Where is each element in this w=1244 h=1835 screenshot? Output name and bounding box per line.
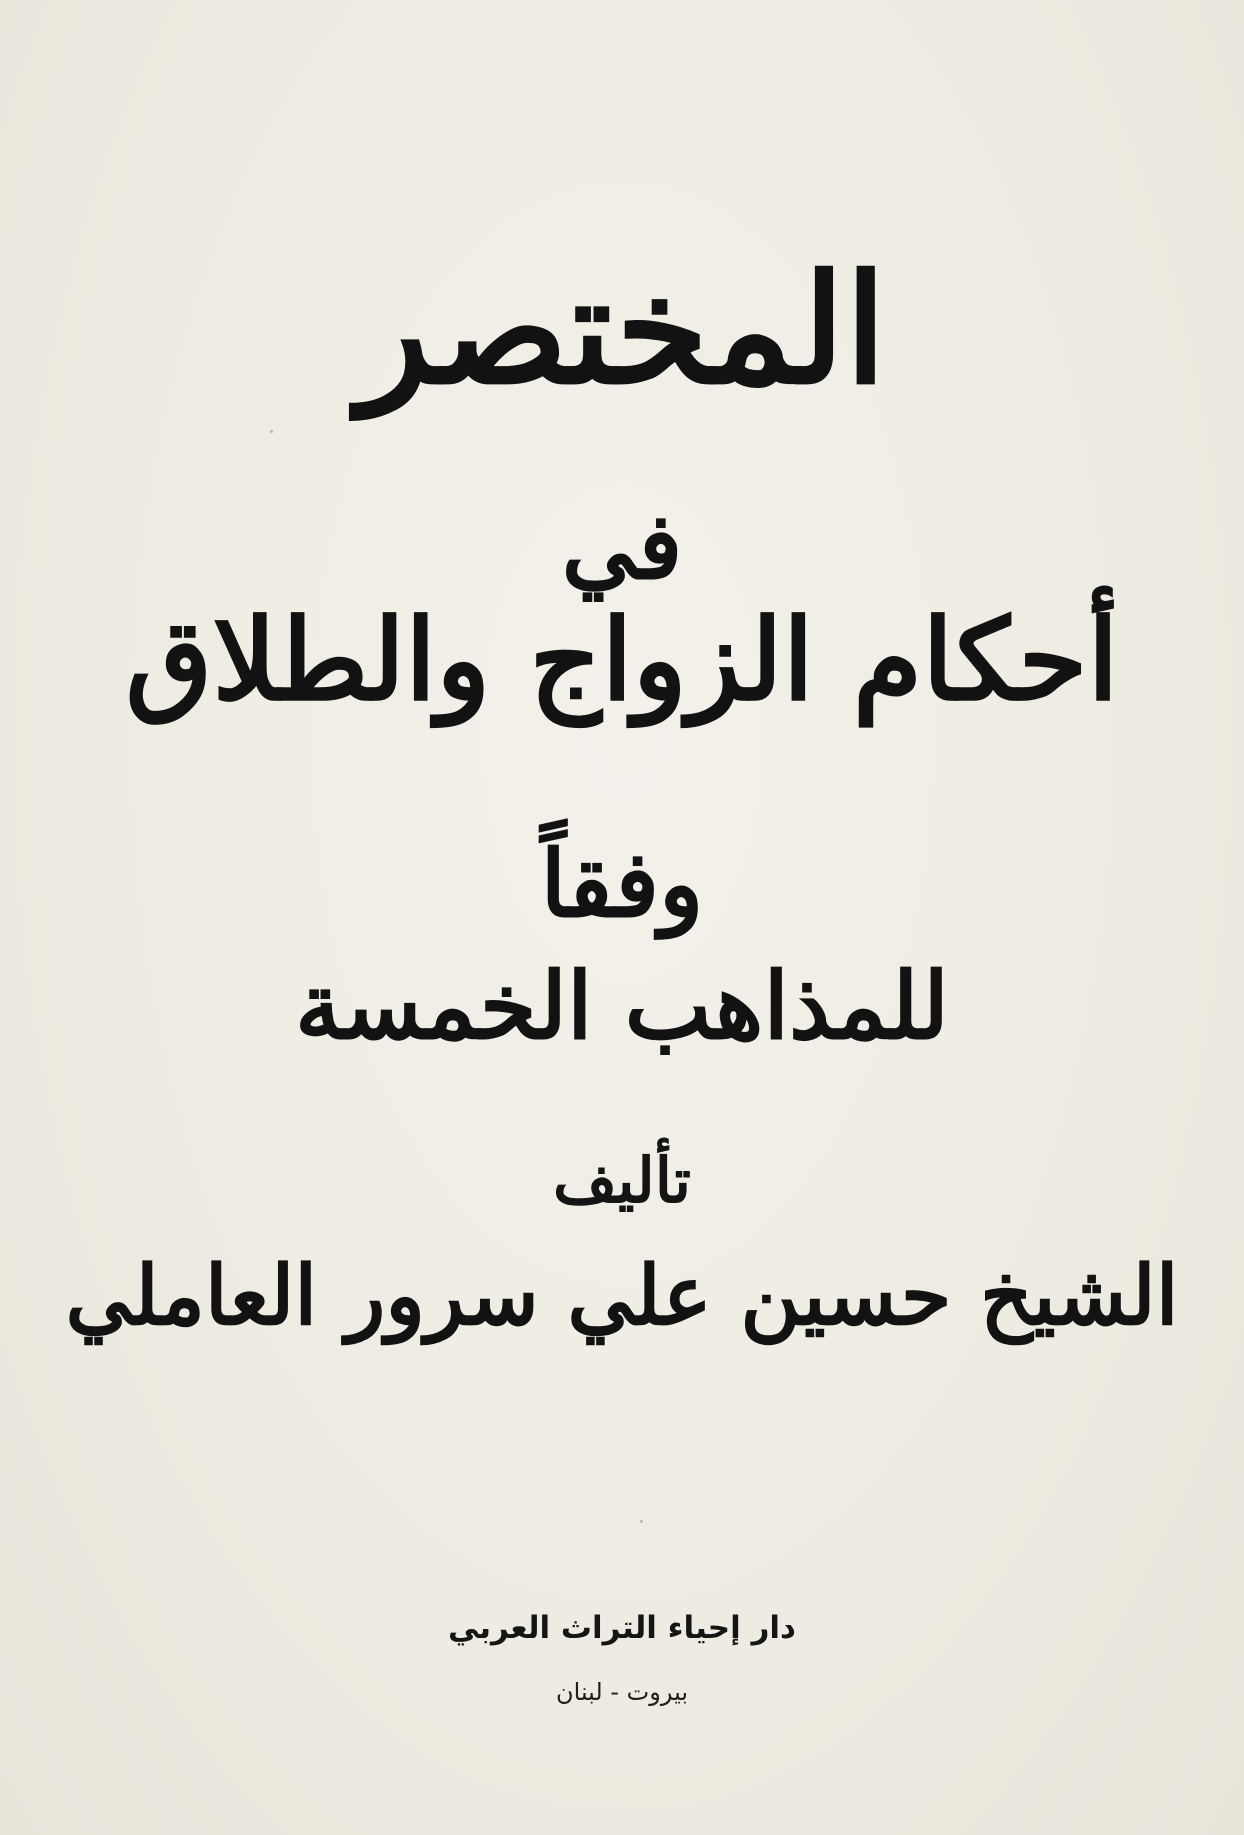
print-speck — [640, 1520, 643, 1523]
authorship-label: تأليف — [553, 1144, 691, 1217]
book-subtitle-line-1: أحكام الزواج والطلاق — [125, 595, 1119, 726]
title-preposition: في — [561, 492, 683, 600]
publisher-name: دار إحياء التراث العربي — [448, 1610, 796, 1646]
title-conformity-word: وفقاً — [540, 830, 704, 938]
book-subtitle-line-2: للمذاهب الخمسة — [295, 952, 949, 1060]
print-speck — [270, 430, 273, 433]
publisher-city: بيروت - لبنان — [556, 1678, 688, 1706]
author-name: الشيخ حسين علي سرور العاملي — [65, 1248, 1179, 1344]
book-main-title: المختصر — [357, 242, 887, 418]
